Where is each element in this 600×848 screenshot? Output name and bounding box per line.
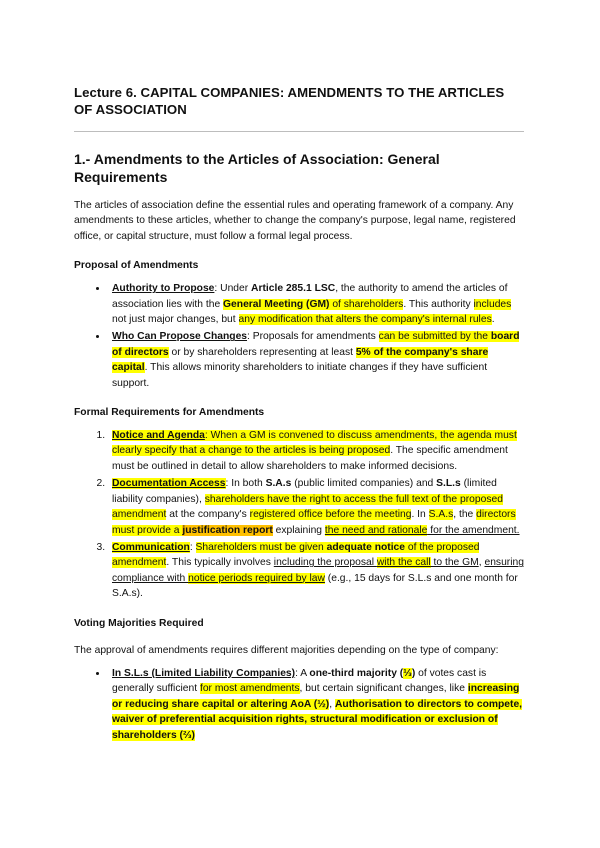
section-heading: 1.- Amendments to the Articles of Association: General Requirements bbox=[74, 151, 440, 185]
list-item: 1. Notice and Agenda: When a GM is convened to discuss amendments, the agenda must clearly specify that a change to the articles is being proposed. The specific amendment must be outlined in detail to allow shareholders to make informed decisions. bbox=[108, 428, 524, 474]
voting-intro: The approval of amendments requires different majorities depending on the type of company: bbox=[74, 644, 499, 656]
page-title: Lecture 6. CAPITAL COMPANIES: AMENDMENTS TO THE ARTICLES OF ASSOCIATION bbox=[74, 85, 505, 117]
list-item: 2. Documentation Access: In both S.A.s (public limited companies) and S.L.s (limited liability companies), shareholders have the right to access the full text of the proposed amendment at the company's registered office before the meeting. In S.A.s, the directors must provide a justification report explaining the need and rationale for the amendment. bbox=[108, 476, 524, 538]
intro-paragraph: The articles of association define the essential rules and operating framework of a company. Any amendments to these articles, whether to change the company's purpose, legal name, registered office, or capital structure, must follow a formal legal process. bbox=[74, 200, 516, 242]
list-item: 3. Communication: Shareholders must be given adequate notice of the proposed amendment. This typically involves including the proposal with the call to the GM, ensuring compliance with notice periods required by law (e.g., 15 days for S.L.s and one month for S.A.s). bbox=[108, 540, 524, 602]
proposal-heading: Proposal of Amendments bbox=[74, 260, 199, 272]
title-divider bbox=[74, 131, 524, 132]
list-item: • Who Can Propose Changes: Proposals for amendments can be submitted by the board of directors or by shareholders representing at least 5% of the company's share capital. This allows minority shareholders to initiate changes if they have sufficient support. bbox=[108, 329, 524, 391]
list-item: • Authority to Propose: Under Article 285.1 LSC, the authority to amend the articles of association lies with the General Meeting (GM) of shareholders. This authority includes not just major changes, but any modification that alters the company's internal rules. bbox=[108, 281, 524, 327]
voting-heading: Voting Majorities Required bbox=[74, 617, 204, 629]
formal-list bbox=[74, 428, 524, 601]
list-item: • In S.L.s (Limited Liability Companies): A one-third majority (⅓) of votes cast is generally sufficient for most amendments, but certain significant changes, like increasing or reducing share capital or altering AoA (½), Authorisation to directors to compete, waiver of preferential acquisition rights, structural modification or exclusion of shareholders (⅔) bbox=[108, 666, 524, 743]
formal-heading: Formal Requirements for Amendments bbox=[74, 407, 265, 419]
voting-list bbox=[74, 666, 524, 743]
proposal-list bbox=[74, 281, 524, 391]
